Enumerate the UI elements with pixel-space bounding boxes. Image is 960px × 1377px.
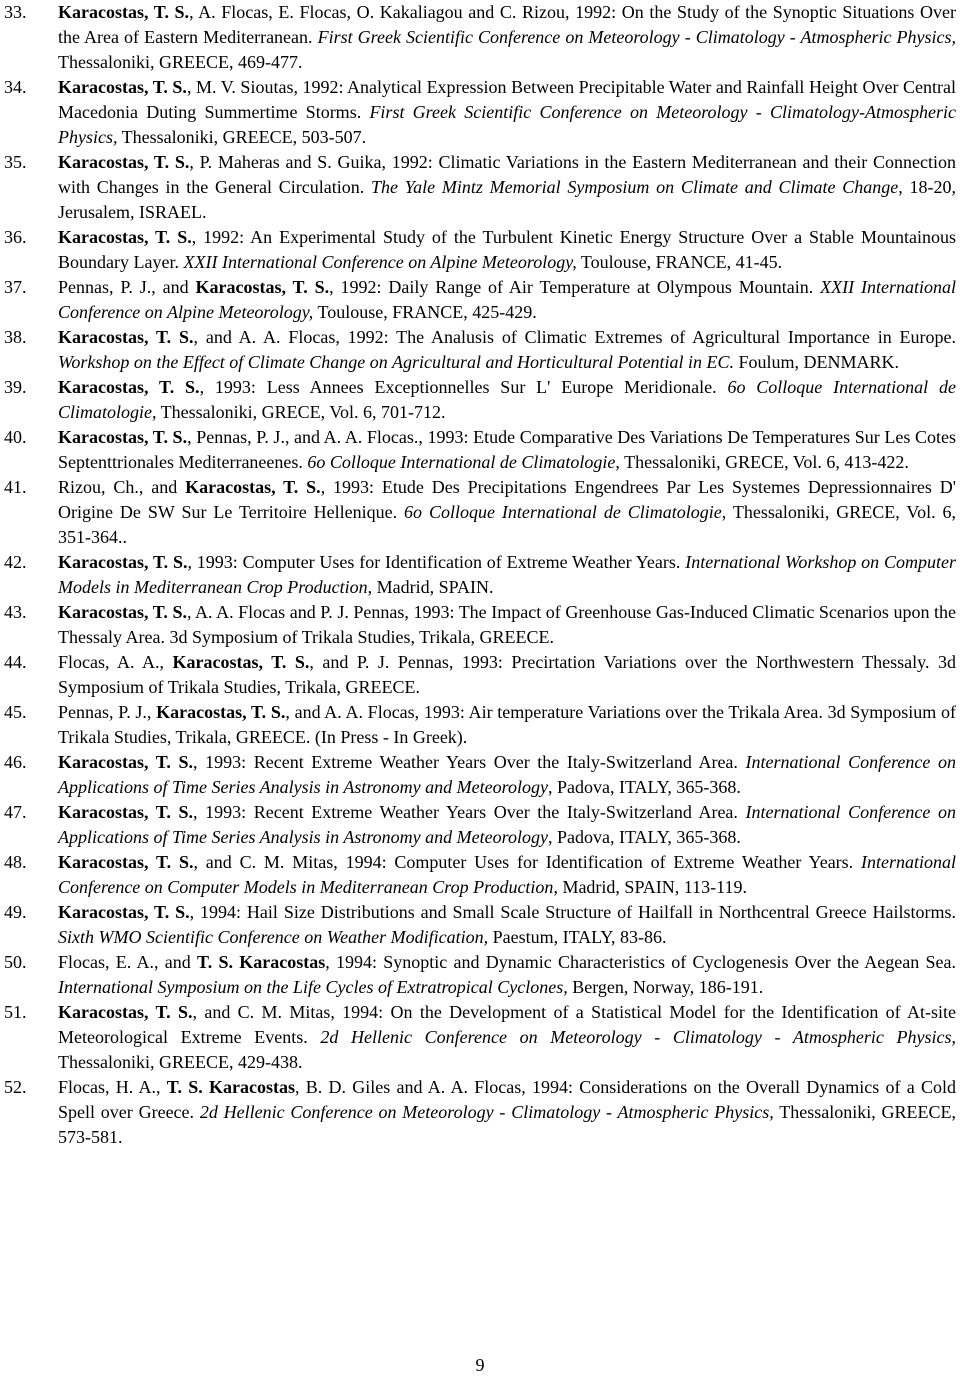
reference-text-segment: , 1993: Computer Uses for Identification of Extreme Weather Years. <box>187 552 686 572</box>
reference-text-segment: , and A. A. Flocas, 1993: Air temperature Variations over the Trikala Area. 3d Symposium of Trikala Studies, Trikala, GREECE. (In Press - In Greek). <box>58 702 956 747</box>
reference-venue: 2d Hellenic Conference on Meteorology - Climatology - Atmospheric Physics <box>320 1027 952 1047</box>
reference-author-highlight: Karacostas, T. S. <box>58 852 194 872</box>
reference-text <box>58 275 956 325</box>
page-number: 9 <box>475 1355 485 1375</box>
reference-item <box>4 850 956 900</box>
reference-text-segment: , Pennas, P. J., and A. A. Flocas., 1993: Etude Comparative Des Variations De Temperatures Sur Les Cotes Septenttrionales Mediterraneenes. <box>58 427 957 472</box>
reference-number: 35. <box>4 152 27 172</box>
reference-text <box>58 0 956 75</box>
reference-number: 52. <box>4 1077 27 1097</box>
reference-text-segment: , Madrid, SPAIN, 113-119. <box>553 877 747 897</box>
reference-text <box>58 900 956 950</box>
reference-author-highlight: Karacostas, T. S. <box>58 77 187 97</box>
reference-number: 38. <box>4 327 27 347</box>
reference-author-highlight: T. S. Karacostas <box>197 952 326 972</box>
reference-venue: International Conference on Computer Models in Mediterranean Crop Production <box>58 852 956 897</box>
reference-text-segment: , Padova, ITALY, 365-368. <box>547 827 741 847</box>
reference-number: 46. <box>4 752 27 772</box>
reference-text-segment: Thessaloniki, GREECE, 469-477. <box>58 52 303 72</box>
reference-number: 51. <box>4 1002 27 1022</box>
reference-text-segment: , 1992: Daily Range of Air Temperature at Olympous Mountain. <box>329 277 821 297</box>
reference-text <box>58 1000 956 1075</box>
reference-item <box>4 950 956 1000</box>
reference-text <box>58 650 956 700</box>
reference-text-segment: , Thessaloniki, GREECE, 429-438. <box>58 1027 956 1072</box>
reference-text-segment: Paestum, ITALY, 83-86. <box>488 927 667 947</box>
reference-author-highlight: Karacostas, T. S. <box>58 802 194 822</box>
reference-venue: Workshop on the Effect of Climate Change on Agricultural and Horticultural Potential in EC. <box>58 352 734 372</box>
reference-text <box>58 475 956 550</box>
reference-text-segment: , 18-20, Jerusalem, ISRAEL. <box>58 177 956 222</box>
reference-text-segment: , B. D. Giles and A. A. Flocas, 1994: Considerations on the Overall Dynamics of a Cold Spell over Greece. <box>58 1077 957 1122</box>
reference-venue: International Conference on Applications of Time Series Analysis in Astronomy and Meteorology <box>58 802 956 847</box>
reference-number: 39. <box>4 377 27 397</box>
reference-text-segment: , 1992: An Experimental Study of the Turbulent Kinetic Energy Structure Over a Stable Mountainous Boundary Layer. <box>58 227 956 272</box>
reference-text-segment: Pennas, P. J., <box>58 702 157 722</box>
reference-number: 42. <box>4 552 27 572</box>
reference-item <box>4 800 956 850</box>
reference-venue: XXII International Conference on Alpine Meteorology, <box>58 277 956 322</box>
reference-text <box>58 950 956 1000</box>
reference-author-highlight: Karacostas, T. S. <box>58 752 194 772</box>
reference-number: 50. <box>4 952 27 972</box>
reference-author-highlight: Karacostas, T. S. <box>172 652 310 672</box>
reference-text <box>58 1075 956 1150</box>
reference-text-segment: Flocas, H. A., <box>58 1077 167 1097</box>
reference-list <box>4 0 956 1150</box>
reference-author-highlight: Karacostas, T. S. <box>195 277 330 297</box>
reference-text <box>58 225 956 275</box>
reference-text-segment: , M. V. Sioutas, 1992: Analytical Expression Between Precipitable Water and Rainfall Height Over Central Macedonia Duting Summertime Storms. <box>58 77 956 122</box>
reference-text-segment: Toulouse, FRANCE, 425-429. <box>313 302 537 322</box>
reference-text <box>58 550 956 600</box>
reference-item <box>4 225 956 275</box>
reference-text-segment: Bergen, Norway, 186-191. <box>567 977 764 997</box>
reference-venue: International Conference on Applications of Time Series Analysis in Astronomy and Meteorology <box>58 752 956 797</box>
reference-text-segment: Thessaloniki, GREECE, 573-581. <box>58 1102 957 1147</box>
reference-number: 40. <box>4 427 27 447</box>
reference-venue: XXII International Conference on Alpine Meteorology, <box>183 252 577 272</box>
reference-text-segment: , 1994: Synoptic and Dynamic Characteristics of Cyclogenesis Over the Aegean Sea. <box>325 952 956 972</box>
reference-number: 47. <box>4 802 27 822</box>
reference-author-highlight: Karacostas, T. S. <box>58 552 188 572</box>
reference-author-highlight: Karacostas, T. S. <box>58 152 190 172</box>
reference-item <box>4 275 956 325</box>
reference-text-segment: , Madrid, SPAIN. <box>367 577 494 597</box>
reference-text-segment: , Thessaloniki, GRECE, Vol. 6, 351-364.. <box>58 502 957 547</box>
reference-number: 37. <box>4 277 27 297</box>
reference-text-segment: , and P. J. Pennas, 1993: Precirtation Variations over the Northwestern Thessaly. 3d Symposium of Trikala Studies, Trikala, GREECE. <box>58 652 957 697</box>
reference-number: 44. <box>4 652 27 672</box>
reference-author-highlight: Karacostas, T. S. <box>58 377 200 397</box>
reference-number: 33. <box>4 2 27 22</box>
reference-text-segment: Rizou, Ch., and <box>58 477 186 497</box>
reference-author-highlight: Karacostas, T. S. <box>58 427 188 447</box>
reference-text <box>58 75 956 150</box>
reference-item <box>4 475 956 550</box>
reference-venue: International Symposium on the Life Cycles of Extratropical Cyclones, <box>58 977 568 997</box>
reference-venue: Sixth WMO Scientific Conference on Weather Modification, <box>58 927 489 947</box>
reference-text-segment: , and C. M. Mitas, 1994: On the Development of a Statistical Model for the Identification of At-site Meteorological Extreme Events. <box>58 1002 957 1047</box>
reference-text <box>58 600 956 650</box>
reference-item <box>4 75 956 150</box>
reference-item <box>4 1000 956 1075</box>
reference-venue: The Yale Mintz Memorial Symposium on Climate and Climate Change <box>371 177 899 197</box>
reference-item <box>4 900 956 950</box>
reference-item <box>4 425 956 475</box>
reference-text <box>58 800 956 850</box>
reference-item <box>4 600 956 650</box>
reference-text-segment: , 1994: Hail Size Distributions and Small Scale Structure of Hailfall in Northcentral Greece Hailstorms. <box>189 902 956 922</box>
reference-author-highlight: Karacostas, T. S. <box>58 902 190 922</box>
reference-venue: 6o Colloque International de Climatologie <box>307 452 616 472</box>
reference-text-segment: , A. A. Flocas and P. J. Pennas, 1993: The Impact of Greenhouse Gas-Induced Climatic Scenarios upon the Thessaly Area. 3d Symposium of Trikala Studies, Trikala, GREECE. <box>58 602 956 647</box>
reference-text-segment: , 1993: Recent Extreme Weather Years Over the Italy-Switzerland Area. <box>193 802 746 822</box>
reference-author-highlight: Karacostas, T. S. <box>58 1002 193 1022</box>
reference-author-highlight: Karacostas, T. S. <box>58 2 190 22</box>
reference-author-highlight: Karacostas, T. S. <box>58 327 194 347</box>
reference-text-segment: , 1993: Recent Extreme Weather Years Over the Italy-Switzerland Area. <box>193 752 746 772</box>
reference-text <box>58 700 956 750</box>
reference-venue: International Workshop on Computer Models in Mediterranean Crop Production <box>58 552 956 597</box>
reference-item <box>4 650 956 700</box>
reference-text <box>58 150 956 225</box>
reference-text-segment: , 1993: Less Annees Exceptionnelles Sur L' Europe Meridionale. <box>199 377 728 397</box>
reference-text <box>58 850 956 900</box>
reference-text-segment: , and C. M. Mitas, 1994: Computer Uses for Identification of Extreme Weather Years. <box>193 852 861 872</box>
reference-venue: First Greek Scientific Conference on Meteorology - Climatology-Atmospheric Physics, <box>58 102 956 147</box>
reference-item <box>4 150 956 225</box>
reference-text <box>58 375 956 425</box>
reference-venue: 6o Colloque International de Climatologie <box>58 377 956 422</box>
reference-text-segment: Thessaloniki, GREECE, 503-507. <box>117 127 367 147</box>
reference-text-segment: , A. Flocas, E. Flocas, O. Kakaliagou and C. Rizou, 1992: On the Study of the Synoptic Situations Over the Area of Eastern Mediterranean. <box>58 2 956 47</box>
reference-text-segment: Pennas, P. J., and <box>58 277 196 297</box>
reference-item <box>4 750 956 800</box>
reference-text-segment: , P. Maheras and S. Guika, 1992: Climatic Variations in the Eastern Mediterranean and their Connection with Changes in the General Circulation. <box>58 152 956 197</box>
reference-text-segment: Toulouse, FRANCE, 41-45. <box>576 252 783 272</box>
reference-text-segment: , Thessaloniki, GRECE, Vol. 6, 413-422. <box>615 452 909 472</box>
reference-text-segment: Foulum, DENMARK. <box>733 352 899 372</box>
reference-author-highlight: Karacostas, T. S. <box>185 477 321 497</box>
reference-text-segment: , 1993: Etude Des Precipitations Engendrees Par Les Systemes Depressionnaires D' Origine De SW Sur Le Territoire Hellenique. <box>58 477 956 522</box>
reference-item <box>4 550 956 600</box>
reference-text <box>58 325 956 375</box>
reference-item <box>4 700 956 750</box>
reference-venue: 6o Colloque International de Climatologie <box>404 502 722 522</box>
reference-number: 36. <box>4 227 27 247</box>
reference-item <box>4 1075 956 1150</box>
reference-text-segment: , Padova, ITALY, 365-368. <box>547 777 741 797</box>
reference-author-highlight: Karacostas, T. S. <box>156 702 286 722</box>
reference-number: 34. <box>4 77 27 97</box>
reference-number: 48. <box>4 852 27 872</box>
reference-author-highlight: T. S. Karacostas <box>166 1077 295 1097</box>
reference-text-segment: Flocas, E. A., and <box>58 952 198 972</box>
reference-number: 49. <box>4 902 27 922</box>
reference-author-highlight: Karacostas, T. S. <box>58 602 187 622</box>
reference-number: 45. <box>4 702 27 722</box>
reference-text <box>58 750 956 800</box>
reference-text-segment: , and A. A. Flocas, 1992: The Analusis of Climatic Extremes of Agricultural Importance in Europe. <box>193 327 957 347</box>
reference-venue: 2d Hellenic Conference on Meteorology - Climatology - Atmospheric Physics, <box>199 1102 774 1122</box>
reference-text-segment: , Thessaloniki, GRECE, Vol. 6, 701-712. <box>152 402 446 422</box>
reference-number: 43. <box>4 602 27 622</box>
reference-item <box>4 0 956 75</box>
reference-author-highlight: Karacostas, T. S. <box>58 227 192 247</box>
reference-text <box>58 425 956 475</box>
reference-text-segment: Flocas, A. A., <box>58 652 173 672</box>
reference-venue: First Greek Scientific Conference on Meteorology - Climatology - Atmospheric Physics, <box>317 27 956 47</box>
reference-item <box>4 325 956 375</box>
reference-item <box>4 375 956 425</box>
reference-number: 41. <box>4 477 27 497</box>
